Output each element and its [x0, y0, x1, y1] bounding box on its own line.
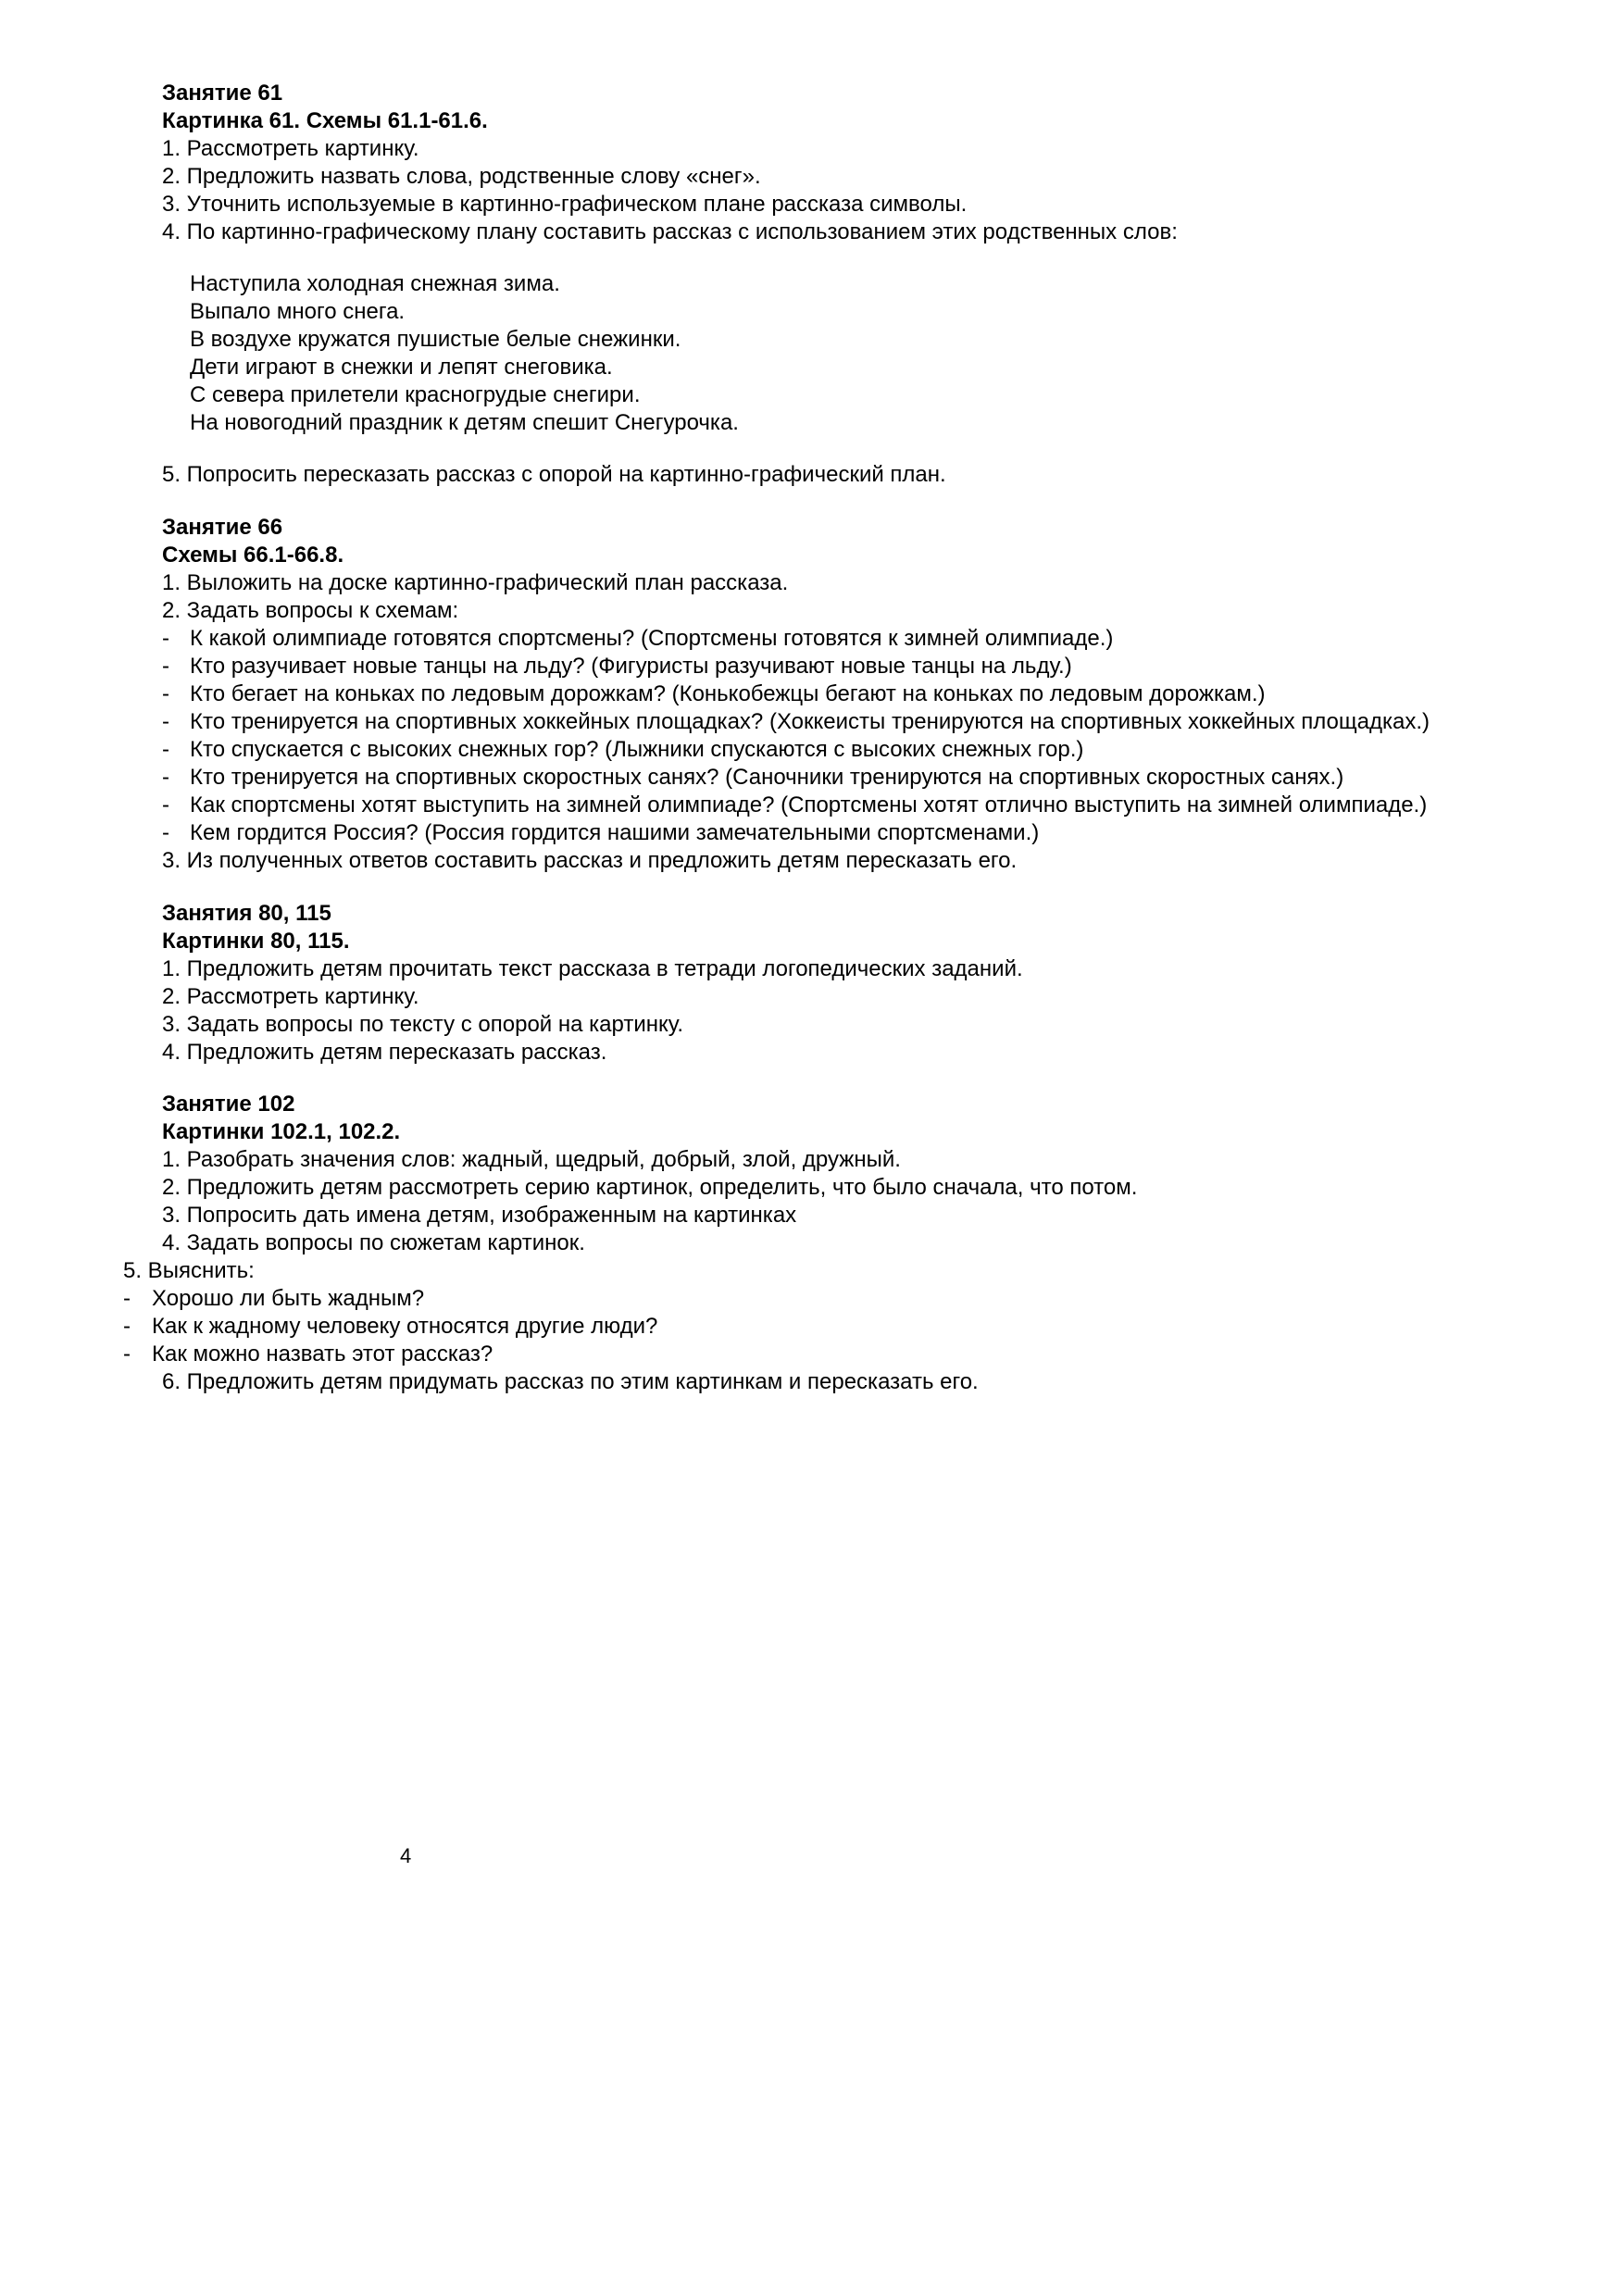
section-subtitle: Картинки 80, 115.: [162, 929, 350, 954]
list-item: 3. Попросить дать имена детям, изображенным на картинках: [162, 1203, 797, 1228]
question-item: Как можно назвать этот рассказ?: [152, 1341, 493, 1366]
question-item: Кто разучивает новые танцы на льду? (Фигуристы разучивают новые танцы на льду.): [190, 654, 1072, 679]
dash-bullet: -: [162, 792, 169, 817]
list-item: 1. Предложить детям прочитать текст рассказа в тетради логопедических заданий.: [162, 956, 1023, 981]
list-item: 3. Из полученных ответов составить рассказ и предложить детям пересказать его.: [162, 848, 1018, 873]
dash-bullet: -: [162, 681, 169, 706]
section-subtitle: Картинка 61. Схемы 61.1-61.6.: [162, 108, 488, 133]
list-item: 2. Задать вопросы к схемам:: [162, 598, 459, 623]
dash-bullet: -: [162, 737, 169, 762]
story-line: На новогодний праздник к детям спешит Снегурочка.: [190, 410, 739, 435]
dash-bullet: -: [162, 709, 169, 734]
section-title: Занятие 61: [162, 81, 283, 106]
story-line: Дети играют в снежки и лепят снеговика.: [190, 355, 613, 380]
dash-bullet: -: [162, 765, 169, 790]
story-line: С севера прилетели красногрудые снегири.: [190, 382, 641, 407]
question-item: К какой олимпиаде готовятся спортсмены? (Спортсмены готовятся к зимней олимпиаде.): [190, 626, 1114, 651]
list-item: 6. Предложить детям придумать рассказ по этим картинкам и пересказать его.: [162, 1369, 979, 1394]
story-line: В воздухе кружатся пушистые белые снежинки.: [190, 327, 681, 352]
question-item: Кто тренируется на спортивных скоростных санях? (Саночники тренируются на спортивных скоростных санях.): [190, 765, 1344, 790]
page-number: 4: [400, 1844, 412, 1867]
dash-bullet: -: [123, 1314, 131, 1339]
question-item: Кто бегает на коньках по ледовым дорожкам? (Конькобежцы бегают на коньках по ледовым дорожкам.): [190, 681, 1266, 706]
list-item: 3. Уточнить используемые в картинно-графическом плане рассказа символы.: [162, 192, 968, 217]
list-item: 3. Задать вопросы по тексту с опорой на картинку.: [162, 1012, 684, 1037]
section-title: Занятие 66: [162, 515, 283, 540]
section-title: Занятие 102: [162, 1092, 295, 1117]
question-item: Кто спускается с высоких снежных гор? (Лыжники спускаются с высоких снежных гор.): [190, 737, 1084, 762]
list-item: 2. Предложить назвать слова, родственные слову «снег».: [162, 164, 761, 189]
list-item: 4. Задать вопросы по сюжетам картинок.: [162, 1230, 585, 1255]
dash-bullet: -: [162, 626, 169, 651]
dash-bullet: -: [123, 1286, 131, 1311]
list-item: 1. Выложить на доске картинно-графический план рассказа.: [162, 570, 789, 595]
dash-bullet: -: [123, 1341, 131, 1366]
list-item: 1. Рассмотреть картинку.: [162, 136, 419, 161]
list-item: 4. По картинно-графическому плану составить рассказ с использованием этих родственных слов:: [162, 219, 1178, 244]
list-item: 2. Предложить детям рассмотреть серию картинок, определить, что было сначала, что потом.: [162, 1175, 1138, 1200]
section-subtitle: Схемы 66.1-66.8.: [162, 543, 344, 568]
list-item: 5. Попросить пересказать рассказ с опорой на картинно-графический план.: [162, 462, 946, 487]
list-item: 5. Выяснить:: [123, 1258, 255, 1283]
dash-bullet: -: [162, 820, 169, 845]
section-title: Занятия 80, 115: [162, 901, 331, 926]
list-item: 1. Разобрать значения слов: жадный, щедрый, добрый, злой, дружный.: [162, 1147, 901, 1172]
story-line: Выпало много снега.: [190, 299, 406, 324]
question-item: Кто тренируется на спортивных хоккейных площадках? (Хоккеисты тренируются на спортивных хоккейных площадках.): [190, 709, 1430, 734]
question-item: Кем гордится Россия? (Россия гордится нашими замечательными спортсменами.): [190, 820, 1040, 845]
section-subtitle: Картинки 102.1, 102.2.: [162, 1119, 401, 1144]
question-item: Как к жадному человеку относятся другие люди?: [152, 1314, 658, 1339]
dash-bullet: -: [162, 654, 169, 679]
question-item: Как спортсмены хотят выступить на зимней олимпиаде? (Спортсмены хотят отлично выступить на зимней олимпиаде.): [190, 792, 1428, 817]
story-line: Наступила холодная снежная зима.: [190, 271, 560, 296]
list-item: 2. Рассмотреть картинку.: [162, 984, 419, 1009]
list-item: 4. Предложить детям пересказать рассказ.: [162, 1040, 607, 1065]
question-item: Хорошо ли быть жадным?: [152, 1286, 425, 1311]
